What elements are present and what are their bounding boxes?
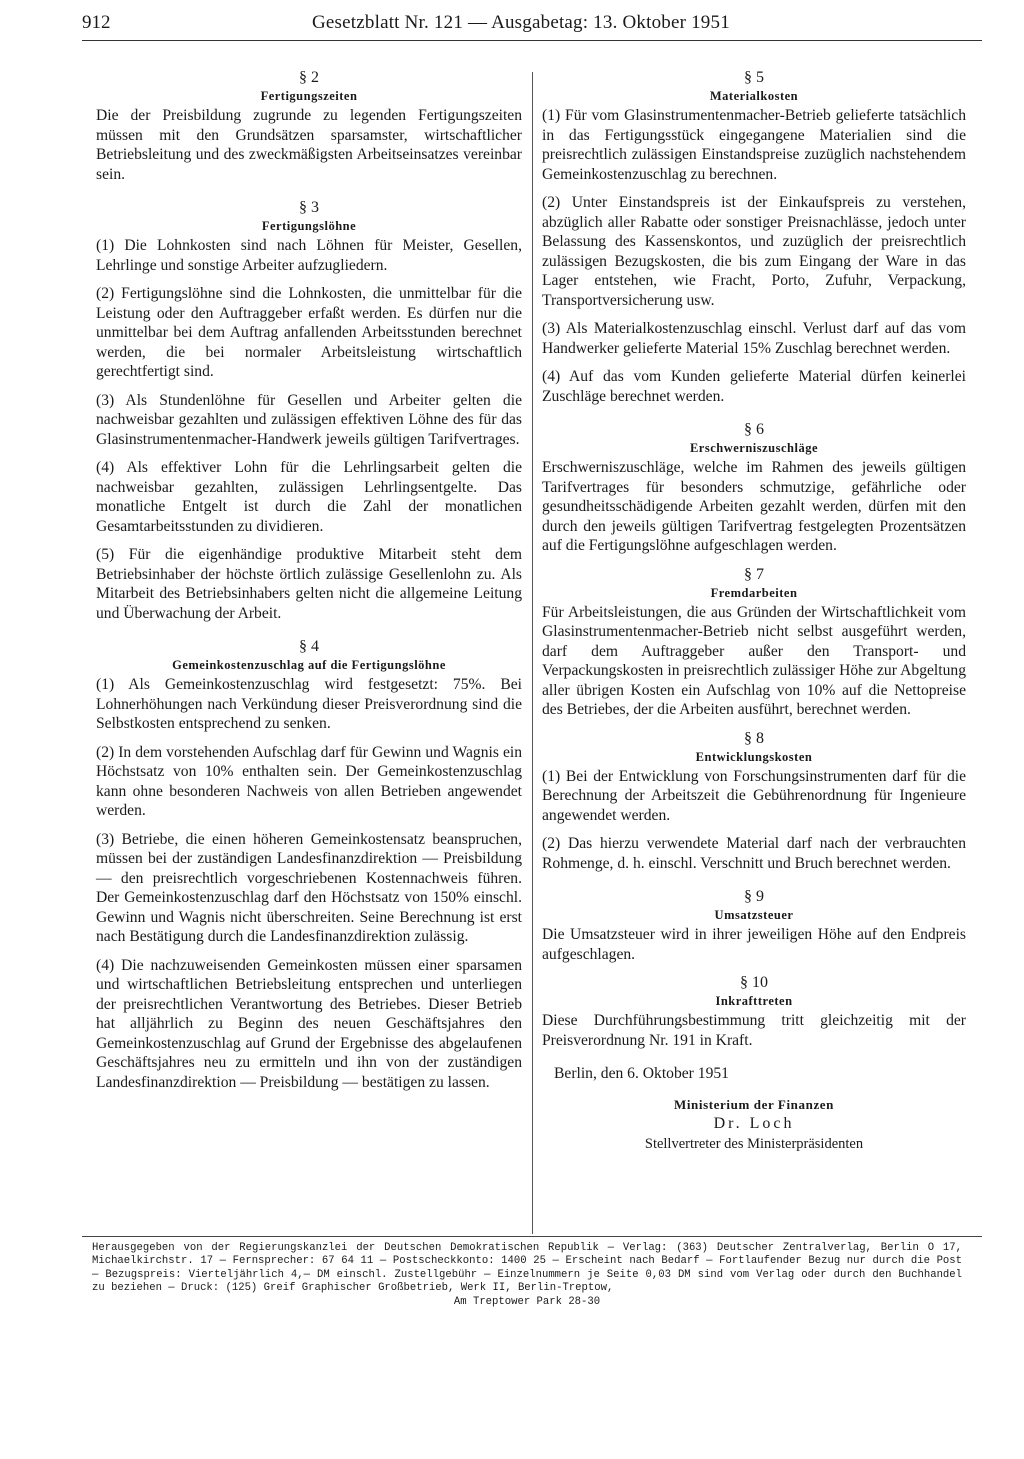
signer-name: Dr. Loch [713, 1114, 795, 1132]
paragraph: (1) Bei der Entwicklung von Forschungsinstrumenten darf für die Berechnung der Arbeitszeit die Gebührenordnung für Ingenieure angewendet werden. [542, 767, 966, 824]
paragraph: Diese Durchführungsbestimmung tritt gleichzeitig mit der Preisverordnung Nr. 191 in Kraft. [542, 1012, 966, 1049]
paragraph: (5) Für die eigenhändige produktive Mitarbeit steht dem Betriebsinhaber der höchste örtlich zulässige Gesellenlohn zu. Als Mitarbeit des Betriebsinhabers gelten nicht die allgemeine Leitung und Überwachung der Arbeit. [96, 546, 522, 622]
paragraph: (2) Fertigungslöhne sind die Lohnkosten, die unmittelbar für die Leistung oder den Auftraggeber erfaßt werden. Es dürfen nur die unmittelbar bei dem Auftrag anfallenden Arbeitsstunden berechnet werden, die bei normaler Arbeitsleistung wirtschaftlich gerechtfertigt sind. [96, 285, 522, 380]
section-title: Inkrafttreten [715, 994, 793, 1008]
paragraph: (3) Betriebe, die einen höheren Gemeinkostensatz beanspruchen, müssen bei der zuständigen Landesfinanzdirektion — Preisbildung — den preisrechtlich vorgeschriebenen Kostennachweis führen. Der Gemeinkostenzuschlag darf den Höchstsatz von 150% einschl. Gewinn und Wagnis nicht überschreiten. Seine Berechnung ist erst nach Bestätigung durch die Landesfinanzdirektion zulässig. [96, 830, 522, 945]
paragraph: (4) Auf das vom Kunden gelieferte Material dürfen keinerlei Zuschläge berechnet werden. [542, 368, 966, 405]
section-title: Materialkosten [709, 89, 799, 103]
section-title: Fertigungslöhne [261, 219, 357, 233]
imprint-text: Herausgegeben von der Regierungskanzlei der Deutschen Demokratischen Republik — Verlag: (363) Deutscher Zentralverlag, Berlin O 17, Michaelkirchstr. 17 — Fernsprecher: 67 64 11 — Postscheckkonto: 1400 25 — Erscheint nach Bedarf — Fortlaufender Bezug nur durch die Post — Bezugspreis: Vierteljährlich 4,— DM einschl. Zustellgebühr — Einzelnummern je Seite 0,03 DM sind vom Verlag oder durch den Buchhandel zu beziehen — Druck: (125) Greif Graphischer Großbetrieb, Werk II, Berlin-Treptow, [92, 1242, 962, 1295]
section-10 [542, 973, 966, 1050]
paragraph: (4) Die nachzuweisenden Gemeinkosten müssen einer sparsamen und wirtschaftlichen Betriebsleitung entsprechen und unterliegen der preisrechtlichen Verantwortung des Betriebes. Dieser Betrieb hat alljährlich zu Beginn des neuen Geschäftsjahres den Gemeinkostenzuschlag auf Grund der Ergebnisse des abgelaufenen Geschäftsjahres neu zu ermitteln und ihn von der zuständigen Landesfinanzdirektion — Preisbildung — bestätigen zu lassen. [96, 956, 522, 1091]
page-number: 912 [82, 12, 111, 33]
closing-date: Berlin, den 6. Oktober 1951 [554, 1065, 729, 1082]
right-column [542, 66, 966, 1154]
section-title: Gemeinkostenzuschlag auf die Fertigungslöhne [172, 658, 446, 672]
paragraph: (1) Für vom Glasinstrumentenmacher-Betrieb gelieferte tatsächlich in das Fertigungsstück eingegangene Materialien sind die preisrechtlich zulässigen Einstandspreise zuzüglich nachstehendem Gemeinkostenzuschlag zu berechnen. [542, 107, 966, 183]
imprint-address: Am Treptower Park 28-30 [453, 1295, 601, 1308]
footer-rule [82, 1236, 982, 1237]
section-number: § 4 [299, 638, 319, 655]
paragraph: (1) Die Lohnkosten sind nach Löhnen für Meister, Gesellen, Lehrlinge und sonstige Arbeiter aufzugliedern. [96, 237, 522, 274]
section-number: § 9 [744, 888, 764, 905]
left-column [96, 66, 522, 1101]
paragraph: Die der Preisbildung zugrunde zu legenden Fertigungszeiten müssen mit den Grundsätzen sparsamster, wirtschaftlicher Betriebsleitung und des zweckmäßigsten Arbeitseinsatzes vereinbar sein. [96, 107, 522, 183]
section-number: § 8 [744, 729, 764, 747]
paragraph: (2) Das hierzu verwendete Material darf nach der verbrauchten Rohmenge, d. h. einschl. Verschnitt und Bruch berechnet werden. [542, 835, 966, 872]
section-title: Fertigungszeiten [260, 89, 358, 103]
signer-role: Stellvertreter des Ministerpräsidenten [644, 1135, 864, 1152]
section-8 [542, 729, 966, 874]
section-4 [96, 637, 522, 1092]
section-9 [542, 887, 966, 964]
paragraph: (2) In dem vorstehenden Aufschlag darf für Gewinn und Wagnis ein Höchstsatz von 10% enthalten sein. Der Gemeinkostenzuschlag kann ohne besonderen Nachweis von allen Betrieben angewendet werden. [96, 743, 522, 819]
paragraph: (3) Als Materialkostenzuschlag einschl. Verlust darf auf das vom Handwerker gelieferte Material 15% Zuschlag berechnet werden. [542, 320, 966, 357]
section-number: § 10 [740, 974, 768, 991]
paragraph: Für Arbeitsleistungen, die aus Gründen der Wirtschaftlichkeit vom Glasinstrumentenmacher-Betrieb nicht selbst ausgeführt werden, darf dem Auftraggeber außer den Transport- und Verpackungskosten in preisrechtlich zulässiger Höhe zur Abgeltung aller übrigen Kosten ein Aufschlag von 10% auf die Nettopreise des Betriebes, der die Arbeiten ausführt, berechnet werden. [542, 603, 966, 718]
section-7 [542, 565, 966, 720]
column-divider [532, 72, 533, 1234]
section-6 [542, 420, 966, 556]
paragraph: (1) Als Gemeinkostenzuschlag wird festgesetzt: 75%. Bei Lohnerhöhungen nach Verkündung dieser Preisverordnung sind die Selbstkosten entsprechend zu senken. [96, 676, 522, 732]
paragraph: Die Umsatzsteuer wird in ihrer jeweiligen Höhe auf den Endpreis aufgeschlagen. [542, 926, 966, 963]
paragraph: (4) Als effektiver Lohn für die Lehrlingsarbeit gelten die nachweisbar gezahlten, zulässigen Lehrlingsentgelte. Das monatliche Entgelt ist durch die Zahl der monatlichen Gesamtarbeitsstunden zu dividieren. [96, 459, 522, 535]
section-title: Fremdarbeiten [710, 585, 798, 600]
section-title: Erschwerniszuschläge [689, 441, 819, 455]
section-2 [96, 68, 522, 184]
paragraph: (2) Unter Einstandspreis ist der Einkaufspreis zu verstehen, abzüglich aller Rabatte oder sonstiger Preisnachlässe, jedoch unter Belassung des Kassenskontos, und zuzüglich der preisrechtlich zulässigen Bezugskosten, die bis zum Eingang der Ware in das Lager entstehen, wie Fracht, Porto, Zufuhr, Verpackung, Transportversicherung usw. [542, 194, 966, 309]
page-header [82, 6, 982, 41]
section-number: § 5 [744, 69, 764, 86]
imprint [92, 1242, 962, 1309]
running-title: Gesetzblatt Nr. 121 — Ausgabetag: 13. Oktober 1951 [312, 12, 730, 33]
section-number: § 6 [744, 421, 764, 438]
section-title: Umsatzsteuer [714, 908, 794, 922]
section-number: § 3 [299, 199, 319, 216]
section-3 [96, 198, 522, 623]
section-5 [542, 68, 966, 406]
section-number: § 2 [299, 69, 319, 86]
section-title: Entwicklungskosten [695, 749, 813, 764]
paragraph: Erschwerniszuschläge, welche im Rahmen des jeweils gültigen Tarifvertrages für besonders schmutzige, gefährliche oder gesundheitsschädigende Arbeiten gezahlt werden, dürfen mit den durch den jeweils gültigen Tarifvertrag festgelegten Prozentsätzen auf die Fertigungslöhne aufgeschlagen werden. [542, 459, 966, 554]
paragraph: (3) Als Stundenlöhne für Gesellen und Arbeiter gelten die nachweisbar gezahlten und zulässigen effektiven Löhne des für das Glasinstrumentenmacher-Handwerk jeweils gültigen Tarifvertrages. [96, 391, 522, 448]
ministry-name: Ministerium der Finanzen [673, 1096, 835, 1112]
section-number: § 7 [744, 565, 764, 583]
